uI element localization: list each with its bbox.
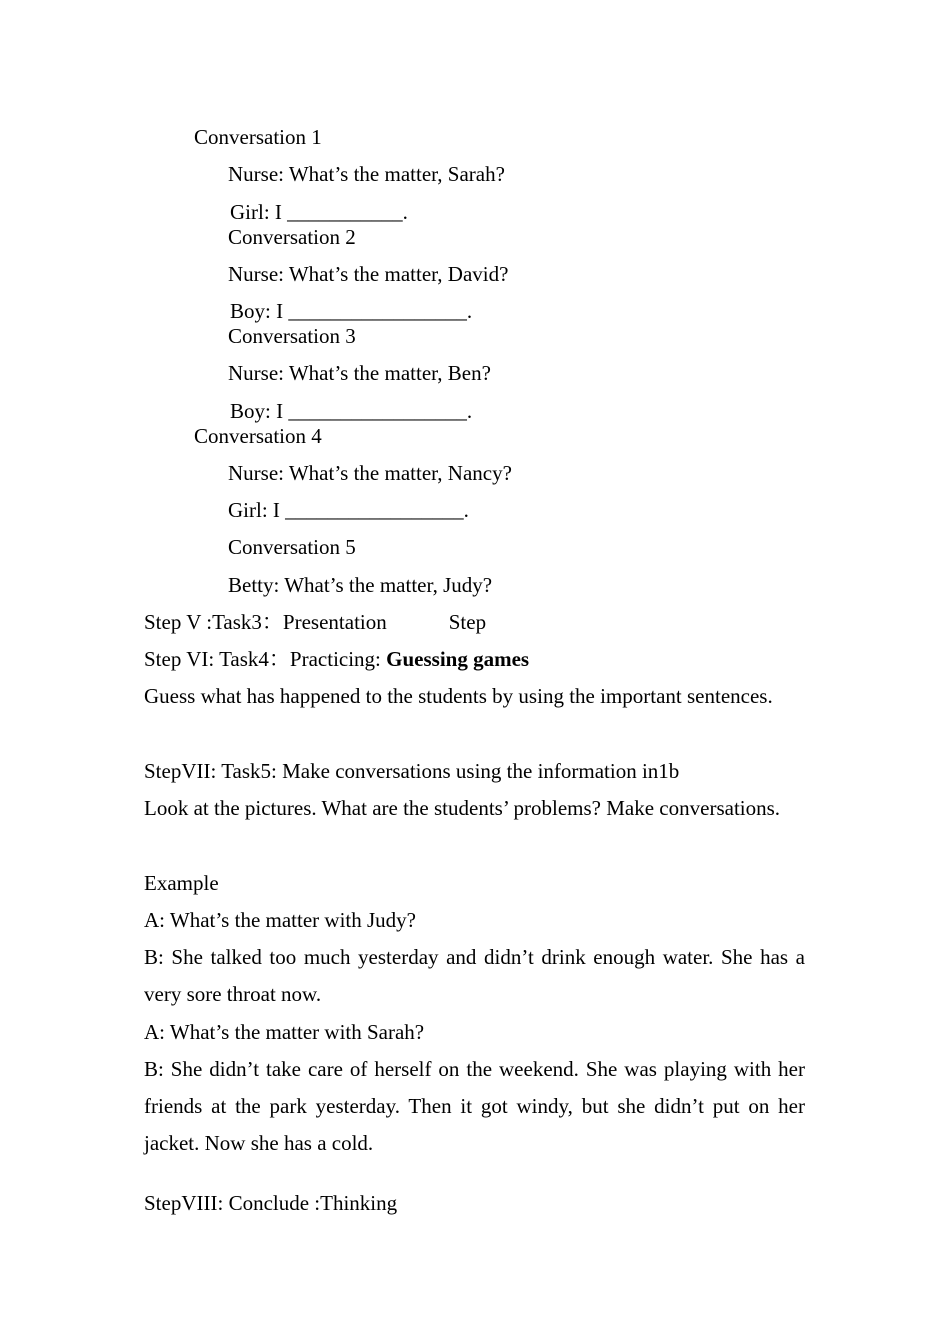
conversation-5-title: Conversation 5 — [228, 535, 356, 559]
step-5-suffix: Step — [448, 610, 487, 634]
step-5-prefix: Step V :Task3：Presentation — [144, 610, 387, 634]
step-6-bold-title: Guessing games — [386, 647, 530, 671]
example-line-2: B: She talked too much yesterday and didn’t drink enough water. She has a very sore throat now. — [144, 945, 805, 1006]
conversation-2-question: Nurse: What’s the matter, David? — [228, 262, 509, 286]
conversation-4-answer: Girl: I _________________. — [228, 498, 469, 522]
look-paragraph: Look at the pictures. What are the students’ problems? Make conversations. — [144, 796, 781, 820]
conversation-1-answer: Girl: I ___________. — [230, 200, 408, 224]
guess-paragraph: Guess what has happened to the students by using the important sentences. — [144, 684, 773, 708]
step-8-heading: StepVIII: Conclude :Thinking — [144, 1191, 398, 1215]
conversation-4-question: Nurse: What’s the matter, Nancy? — [228, 461, 512, 485]
conversation-3-title: Conversation 3 — [228, 324, 356, 348]
conversation-3-question: Nurse: What’s the matter, Ben? — [228, 361, 491, 385]
conversation-2-title: Conversation 2 — [228, 225, 356, 249]
conversation-3-answer: Boy: I _________________. — [230, 399, 473, 423]
example-label: Example — [144, 871, 219, 895]
example-line-1: A: What’s the matter with Judy? — [144, 908, 416, 932]
step-6-heading — [144, 646, 529, 672]
conversation-1-question: Nurse: What’s the matter, Sarah? — [228, 162, 505, 186]
step-6-prefix: Step VI: Task4：Practicing: — [144, 647, 387, 671]
example-line-3: A: What’s the matter with Sarah? — [144, 1020, 425, 1044]
example-line-4: B: She didn’t take care of herself on the weekend. She was playing with her friends at the park yesterday. Then it got windy, but she didn’t put on her jacket. Now she has a cold. — [144, 1057, 805, 1155]
conversation-5-question: Betty: What’s the matter, Judy? — [228, 573, 493, 597]
step-5-heading — [144, 609, 486, 635]
conversation-1-title: Conversation 1 — [194, 125, 322, 149]
step-7-heading: StepVII: Task5: Make conversations using the information in1b — [144, 759, 680, 783]
conversation-2-answer: Boy: I _________________. — [230, 299, 473, 323]
conversation-4-title: Conversation 4 — [194, 424, 322, 448]
